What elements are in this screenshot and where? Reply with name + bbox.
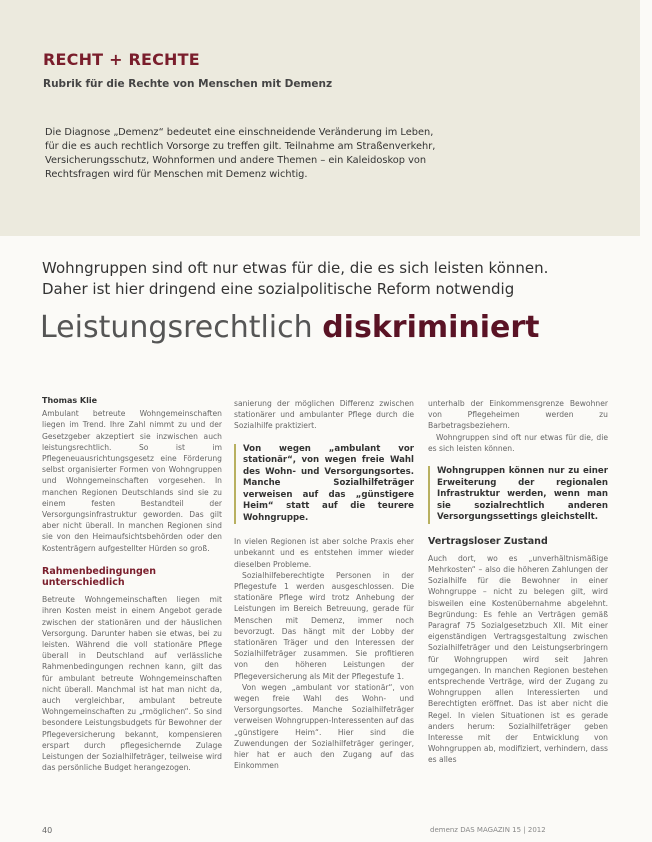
body-paragraph: In vielen Regionen ist aber solche Praxis eher unbekannt und es entstehen immer wieder dieselben Probleme. <box>234 537 414 569</box>
body-paragraph: unterhalb der Einkommensgrenze Bewohner von Pflegeheimen werden zu Barbetragsbeziehern. <box>428 399 608 431</box>
article-headline <box>40 310 540 346</box>
author-name: Thomas Klie <box>42 396 98 405</box>
intro-line: Versicherungsschutz, Wohnformen und andere Themen – ein Kaleidoskop von <box>45 155 427 166</box>
magazine-footer: demenz DAS MAGAZIN 15 | 2012 <box>430 826 546 834</box>
intro-line: für die es auch rechtlich Vorsorge zu treffen gilt. Teilnahme am Straßenverkehr, <box>45 141 436 152</box>
intro-line: Rechtsfragen wird für Menschen mit Demenz wichtig. <box>45 169 308 180</box>
article-column-3 <box>428 398 608 766</box>
deck-line: Daher ist hier dringend eine sozialpolitische Reform notwendig <box>42 280 515 298</box>
headline-part-2: diskriminiert <box>322 310 540 345</box>
section-subhead: Rahmenbedingungen unterschiedlich <box>42 565 156 589</box>
rubric-subtitle: Rubrik für die Rechte von Menschen mit Demenz <box>43 78 333 90</box>
body-paragraph: Von wegen „ambulant vor stationär“, von wegen freie Wahl des Wohn- und Versorgungsortes. Manche Sozialhilfeträger verweisen Wohngruppen-Interessenten auf das „günstigere Heim“. Hier sind die Zuwendungen der Sozialhilfeträger geringer, hier hat er auch den Zugang auf das Einkommen <box>234 682 414 771</box>
body-paragraph: Wohngruppen sind oft nur etwas für die, die es sich leisten können. <box>428 432 608 453</box>
page-number: 40 <box>42 826 53 835</box>
body-paragraph: Auch dort, wo es „unverhältnismäßige Mehrkosten“ – also die höheren Zahlungen der Sozialhilfe für die Bewohner in einer Wohngruppe – nicht zu belegen gilt, wird bisweilen eine Kostenübernahme abgelehnt. Begründung: Es fehle an Verträgen gemäß Paragraf 75 Sozialgesetzbuch XII. Mit einer eigenständigen Vertragsgestaltung zwischen Sozialhilfeträger und den Leistungserbringern für Wohngruppen wird seit Jahren umgegangen. In manchen Regionen bestehen entsprechende Verträge, wird der Zugang zu Wohngruppen allen Interessierten und Berechtigten eröffnet. Das ist aber nicht die Regel. In vielen Situationen ist es gerade anders herum: Sozialhilfeträger geben Interesse mit der Entwicklung von Wohngruppen ab, modifiziert, verhindern, dass es alles <box>428 553 608 765</box>
rubric-intro <box>45 126 440 182</box>
body-paragraph: Ambulant betreute Wohngemeinschaften liegen im Trend. Ihre Zahl nimmt zu und der Gesetzgeber akzeptiert sie inzwischen auch leistungsrechtlich. So ist im Pflegeneuausrichtungsgesetz eine Förderung selbst organisierter Formen von Wohngruppen und Wohngemeinschaften vorgesehen. In manchen Regionen Deutschlands sind sie zu einem festen Bestandteil der Versorgungsinfrastruktur geworden. Das gilt aber nicht überall. In manchen Regionen sind sie von den Heimaufsichtsbehörden oder den Kostenträgern aufgestellter Hürden so groß. <box>42 409 222 553</box>
body-paragraph: Sozialhilfeberechtigte Personen in der Pflegestufe 1 werden ausgeschlossen. Die stationäre Pflege wird trotz Anhebung der Leistungen im Bereich Betreuung, gerade für Menschen mit Demenz, immer noch bevorzugt. Das hängt mit der Lobby der stationären Träger und den Interessen der Sozialhilfeträger zusammen. Sie profitieren von den höheren Leistungen der Pflegeversicherung als Mit der Pflegestufe 1. <box>234 570 414 681</box>
body-paragraph: Betreute Wohngemeinschaften liegen mit ihren Kosten meist in einem Angebot gerade zwischen der stationären und der häuslichen Versorgung. Darunter haben sie etwas, bei zu leisten. Während die voll stationäre Pflege überall in Deutschland auf verlässliche Rahmenbedingungen rechnen kann, gilt das für ambulant betreute Wohngemeinschaften nicht überall. Manchmal ist hat man nicht da, auch vergleichbar, ambulant betreute Wohngemeinschaften zu „rmöglichen“. So sind besondere Leistungsbudgets für Bewohner der Pflegeversicherung bekannt, kompensieren erspart durch pflegesichernde Zulage Leistungen der Sozialhilfeträger, teilweise wird das persönliche Budget herangezogen. <box>42 595 222 773</box>
article-deck <box>42 258 548 300</box>
article-column-2 <box>234 398 414 771</box>
pull-quote: Wohngruppen können nur zu einer Erweiterung der regionalen Infrastruktur werden, wenn man sie sozialrechtlich anderen Versorgungssettings gleichstellt. <box>428 466 608 524</box>
pull-quote: Von wegen „ambulant vor stationär“, von wegen freie Wahl des Wohn- und Versorgungsortes. Manche Sozialhilfeträger verweisen auf das „günstigere Heim“ statt auf die teurere Wohngruppe. <box>234 444 414 525</box>
intro-line: Die Diagnose „Demenz“ bedeutet eine einschneidende Veränderung im Leben, <box>45 127 434 138</box>
body-paragraph: sanierung der möglichen Differenz zwischen stationärer und ambulanter Pflege durch die Sozialhilfe praktiziert. <box>234 399 414 431</box>
deck-line: Wohngruppen sind oft nur etwas für die, die es sich leisten können. <box>42 259 549 277</box>
rubric-title: RECHT + RECHTE <box>43 50 200 69</box>
rubric-header-band <box>0 0 640 236</box>
article-column-1 <box>42 395 222 774</box>
headline-part-1: Leistungsrechtlich <box>40 310 313 345</box>
section-subhead: Vertragsloser Zustand <box>428 535 548 547</box>
